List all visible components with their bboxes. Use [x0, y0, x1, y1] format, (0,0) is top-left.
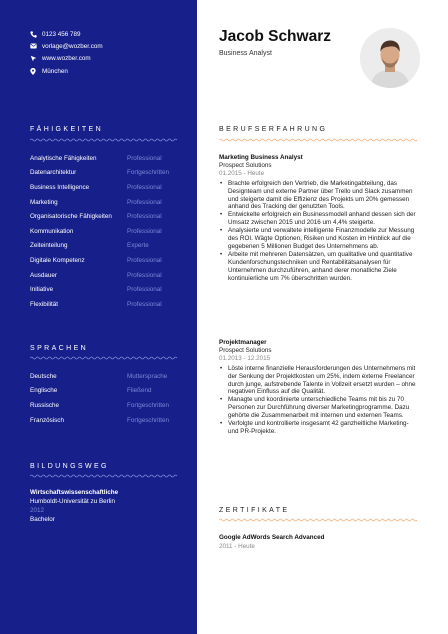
skill-level: Professional: [127, 183, 162, 191]
avatar: [360, 28, 420, 88]
skill-level: Professional: [127, 300, 162, 308]
skill-name: Initiative: [30, 286, 54, 294]
certificate-entry: [219, 534, 324, 551]
certificates-divider: [219, 518, 417, 522]
education-heading: BILDUNGSWEG: [30, 463, 109, 470]
skill-name: Organisatorische Fähigkeiten: [30, 213, 112, 221]
skill-name: Flexibilität: [30, 300, 58, 308]
skill-level: Professional: [127, 198, 162, 206]
job-title: Projektmanager: [219, 339, 267, 346]
contact-email[interactable]: [30, 40, 103, 52]
job-entry: [219, 339, 419, 436]
sidebar: [0, 0, 197, 634]
profile-title: Business Analyst: [219, 50, 272, 57]
skill-name: Digitale Kompetenz: [30, 256, 85, 264]
location-pin-icon: [30, 68, 42, 75]
skill-row: [30, 166, 190, 181]
experience-heading: BERUFSERFAHRUNG: [219, 126, 328, 133]
contact-phone-text: 0123 456 789: [42, 30, 81, 38]
job-dates: 01.2015 - Heute: [219, 169, 265, 177]
skill-level: Professional: [127, 154, 162, 162]
languages-heading: SPRACHEN: [30, 345, 89, 352]
skill-row: [30, 282, 190, 297]
education-year: 2012: [30, 506, 45, 514]
job-bullet: • Löste interne finanzielle Herausforderungen des Unternehmens mit der Senkung der Projektkosten um 25%, indem externe Freelancer durch junge, aufstrebende Talente in Vollzeit ersetzt wurden – ohne negativen Einfluss auf die Qualität.: [219, 365, 419, 397]
skills-divider: [30, 138, 178, 142]
job-title: Marketing Business Analyst: [219, 154, 303, 161]
languages-list: [30, 369, 190, 427]
skill-level: Professional: [127, 286, 162, 294]
language-row: [30, 413, 190, 428]
language-level: Fortgeschritten: [127, 401, 169, 409]
language-name: Russische: [30, 401, 60, 409]
languages-divider: [30, 356, 178, 360]
skill-row: [30, 268, 190, 283]
language-row: [30, 384, 190, 399]
contact-location: [30, 65, 103, 77]
skill-name: Zeiteinteilung: [30, 242, 68, 250]
profile-name: Jacob Schwarz: [219, 28, 331, 45]
skill-name: Marketing: [30, 198, 58, 206]
skill-row: [30, 209, 190, 224]
language-row: [30, 369, 190, 384]
job-dates: 01.2013 - 12.2015: [219, 354, 271, 362]
certificate-dates: 2011 - Heute: [219, 542, 255, 550]
language-level: Fließend: [127, 387, 152, 395]
education-grade: Bachelor: [30, 515, 55, 523]
skill-row: [30, 151, 190, 166]
skill-level: Professional: [127, 271, 162, 279]
job-company: Prospect Solutions: [219, 161, 272, 169]
language-row: [30, 398, 190, 413]
language-name: Englische: [30, 387, 58, 395]
job-company: Prospect Solutions: [219, 346, 272, 354]
skill-row: [30, 224, 190, 239]
job-bullets: [219, 180, 419, 283]
skill-level: Professional: [127, 213, 162, 221]
job-bullet: • Arbeite mit mehreren Datensätzen, um qualitative und quantitative Kundenforschungstechniken und Rentabilitätsanalysen für Unternehmen durchzuführen, anhand derer monatliche Ziele kontinuierliche um 7% überschritten wurden.: [219, 251, 419, 283]
contact-location-text: München: [42, 67, 68, 75]
education-divider: [30, 474, 178, 478]
skill-row: [30, 253, 190, 268]
job-bullets: [219, 365, 419, 436]
skill-level: Fortgeschritten: [127, 169, 169, 177]
cursor-icon: [30, 55, 42, 62]
job-bullet: • Brachte erfolgreich den Vertrieb, die Marketingabteilung, das Designteam und externe Partner über Trello und Slack zusammen und steigerte damit die Effizienz des Projekts um 20% gemessen anhand des Tracking der genutzten Tools.: [219, 180, 419, 212]
contact-list: [30, 28, 103, 77]
skill-row: [30, 239, 190, 254]
job-bullet: • Entwickelte erfolgreich ein Businessmodell anhand dessen sich der Umsatz zwischen 2015 und 2016 um 4,4% steigerte.: [219, 211, 419, 227]
language-name: Französisch: [30, 416, 64, 424]
main-content: [197, 0, 448, 634]
phone-icon: [30, 31, 42, 38]
skill-level: Professional: [127, 227, 162, 235]
job-bullet: • Managte und koordinierte unterschiedliche Teams mit bis zu 70 Personen zur Durchführung diverser Marketingprogramme. Dazu gehörte die Zusammenarbeit mit internen und externen Teams.: [219, 396, 419, 420]
job-bullet: • Analysierte und verwaltete intelligente Finanzmodelle zur Messung des ROI. Wägte Optionen, Risiken und Kosten im Hinblick auf die gegebenen 5 Millionen Budget des Unternehmens ab.: [219, 227, 419, 251]
skills-heading: FÄHIGKEITEN: [30, 126, 104, 133]
certificate-name: Google AdWords Search Advanced: [219, 534, 325, 541]
skill-row: [30, 180, 190, 195]
contact-website-text[interactable]: www.wozber.com: [42, 55, 91, 63]
certificates-heading: ZERTIFIKATE: [219, 507, 290, 514]
education-entry: [30, 489, 118, 525]
skill-row: [30, 195, 190, 210]
job-bullet: • Verfolgte und kontrollierte insgesamt 42 ganzheitliche Marketing- und PR-Projekte.: [219, 420, 419, 436]
contact-email-text[interactable]: vorlage@wozber.com: [42, 42, 103, 50]
education-school: Humboldt-Universität zu Berlin: [30, 497, 116, 505]
skill-name: Analytische Fähigkeiten: [30, 154, 97, 162]
email-icon: [30, 43, 42, 49]
skill-row: [30, 297, 190, 312]
skill-name: Datenarchitektur: [30, 169, 77, 177]
education-degree: Wirtschaftswissenschaftliche: [30, 489, 119, 496]
contact-website[interactable]: [30, 53, 103, 65]
language-level: Muttersprache: [127, 372, 168, 380]
language-name: Deutsche: [30, 372, 57, 380]
skill-level: Experte: [127, 242, 149, 250]
skill-level: Professional: [127, 256, 162, 264]
skill-name: Business Intelligence: [30, 183, 90, 191]
skills-list: [30, 151, 190, 312]
language-level: Fortgeschritten: [127, 416, 169, 424]
job-entry: [219, 154, 419, 283]
skill-name: Ausdauer: [30, 271, 57, 279]
contact-phone: [30, 28, 103, 40]
experience-divider: [219, 138, 417, 142]
skill-name: Kommunikation: [30, 227, 74, 235]
